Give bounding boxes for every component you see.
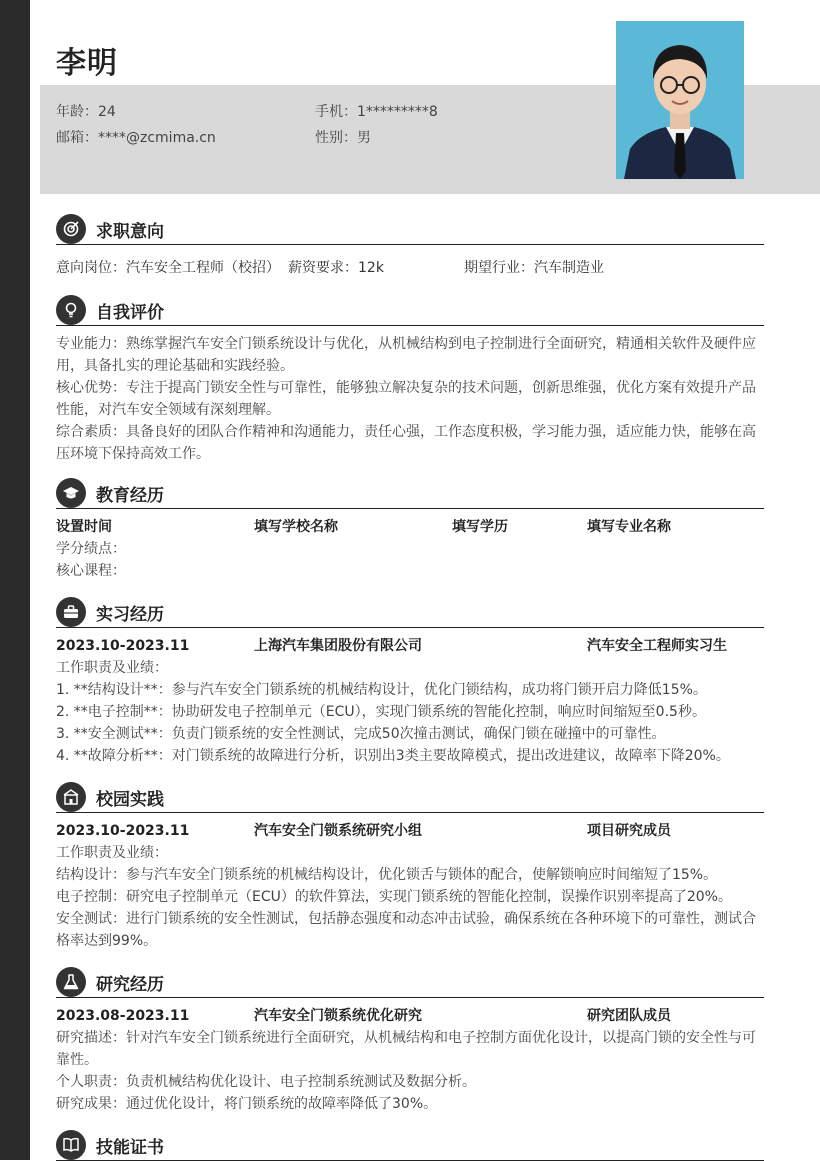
briefcase-icon [56, 597, 86, 627]
list-item: 4. **故障分析**：对门锁系统的故障进行分析，识别出3类主要故障模式，提出改进建议，故障率下降20%。 [56, 748, 730, 764]
research-project: 汽车安全门锁系统优化研究 [254, 1008, 422, 1024]
flask-icon [56, 967, 86, 997]
phone: 手机：1*********8 [315, 104, 438, 120]
section-header [56, 1130, 764, 1161]
edu-courses: 核心课程： [56, 563, 126, 579]
research-period: 2023.08-2023.11 [56, 1008, 190, 1024]
edu-gpa: 学分绩点： [56, 541, 126, 557]
intent-position: 意向岗位：汽车安全工程师（校招） [56, 260, 280, 276]
section-self-evaluation [56, 295, 764, 465]
campus-duty-label: 工作职责及业绩： [56, 845, 168, 861]
internship-company: 上海汽车集团股份有限公司 [254, 638, 422, 654]
intent-salary: 薪资要求：12k [288, 260, 384, 276]
section-title: 自我评价 [96, 303, 164, 323]
section-research [56, 967, 764, 1115]
section-header [56, 295, 764, 326]
list-item: 研究成果：通过优化设计，将门锁系统的故障率降低了30%。 [56, 1096, 438, 1112]
campus-org: 汽车安全门锁系统研究小组 [254, 823, 422, 839]
section-job-intent [56, 214, 764, 279]
intent-industry: 期望行业：汽车制造业 [464, 260, 604, 276]
edu-time: 设置时间 [56, 519, 112, 535]
section-title: 校园实践 [96, 790, 164, 810]
list-item: 研究描述：针对汽车安全门锁系统进行全面研究，从机械结构和电子控制方面优化设计，以提高门锁的安全性与可靠性。 [56, 1030, 756, 1068]
edu-school: 填写学校名称 [254, 519, 338, 535]
self-eval-qualities: 综合素质：具备良好的团队合作精神和沟通能力，责任心强，工作态度积极，学习能力强，适应能力快，能够在高压环境下保持高效工作。 [56, 424, 756, 462]
age: 年龄：24 [56, 104, 116, 120]
section-title: 教育经历 [96, 486, 164, 506]
list-item: 结构设计：参与汽车安全门锁系统的机械结构设计，优化锁舌与锁体的配合，使解锁响应时间缩短了15%。 [56, 867, 718, 883]
target-icon [56, 214, 86, 244]
section-skills [56, 1130, 764, 1161]
campus-role: 项目研究成员 [587, 823, 671, 839]
graduation-cap-icon [56, 478, 86, 508]
section-title: 实习经历 [96, 605, 164, 625]
section-header [56, 214, 764, 245]
section-campus-practice [56, 782, 764, 952]
campus-period: 2023.10-2023.11 [56, 823, 190, 839]
internship-period: 2023.10-2023.11 [56, 638, 190, 654]
section-internship [56, 597, 764, 767]
list-item: 安全测试：进行门锁系统的安全性测试，包括静态强度和动态冲击试验，确保系统在各种环境下的可靠性，测试合格率达到99%。 [56, 911, 756, 949]
edu-major: 填写专业名称 [587, 519, 671, 535]
list-item: 1. **结构设计**：参与汽车安全门锁系统的机械结构设计，优化门锁结构，成功将门锁开启力降低15%。 [56, 682, 707, 698]
section-title: 技能证书 [96, 1138, 164, 1158]
section-education [56, 478, 764, 582]
edu-degree: 填写学历 [452, 519, 508, 535]
left-accent-bar [0, 0, 30, 1160]
internship-role: 汽车安全工程师实习生 [587, 638, 727, 654]
self-eval-professional: 专业能力：熟练掌握汽车安全门锁系统设计与优化，从机械结构到电子控制进行全面研究，精通相关软件及硬件应用，具备扎实的理论基础和实践经验。 [56, 336, 756, 374]
list-item: 2. **电子控制**：协助研发电子控制单元（ECU），实现门锁系统的智能化控制，响应时间缩短至0.5秒。 [56, 704, 706, 720]
list-item: 3. **安全测试**：负责门锁系统的安全性测试，完成50次撞击测试，确保门锁在碰撞中的可靠性。 [56, 726, 666, 742]
candidate-name: 李明 [56, 46, 118, 81]
profile-photo [616, 21, 744, 179]
section-header [56, 597, 764, 628]
list-item: 电子控制：研究电子控制单元（ECU）的软件算法，实现门锁系统的智能化控制，误操作识别率提高了20%。 [56, 889, 732, 905]
bulb-icon [56, 295, 86, 325]
self-eval-strengths: 核心优势：专注于提高门锁安全性与可靠性，能够独立解决复杂的技术问题，创新思维强，优化方案有效提升产品性能，对汽车安全领域有深刻理解。 [56, 380, 756, 418]
email: 邮箱：****@zcmima.cn [56, 130, 216, 146]
building-icon [56, 782, 86, 812]
section-header [56, 967, 764, 998]
section-header [56, 478, 764, 509]
research-role: 研究团队成员 [587, 1008, 671, 1024]
section-title: 求职意向 [96, 222, 164, 242]
gender: 性别：男 [315, 130, 371, 146]
section-title: 研究经历 [96, 975, 164, 995]
book-icon [56, 1130, 86, 1160]
internship-duty-label: 工作职责及业绩： [56, 660, 168, 676]
list-item: 个人职责：负责机械结构优化设计、电子控制系统测试及数据分析。 [56, 1074, 476, 1090]
section-header [56, 782, 764, 813]
